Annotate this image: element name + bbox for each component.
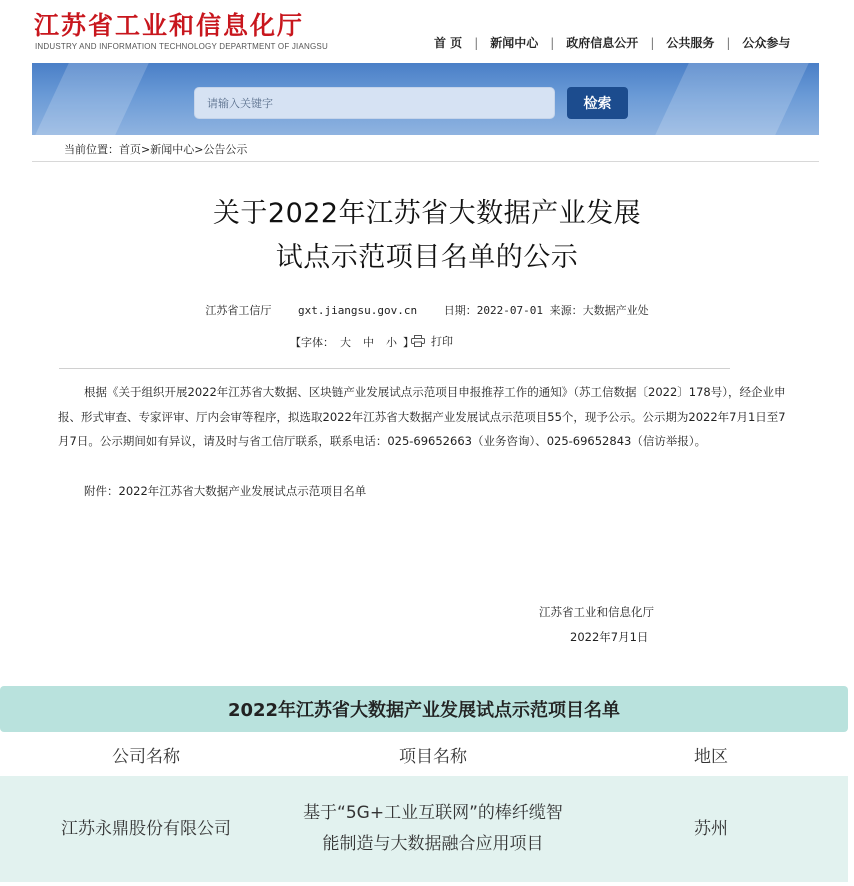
search-input[interactable]: 请输入关键字 [194, 87, 555, 119]
site-header [0, 0, 854, 62]
font-size-selector [290, 334, 414, 350]
article-meta [0, 302, 854, 318]
breadcrumb-divider [32, 161, 819, 162]
printer-icon [411, 335, 425, 347]
banner-decoration [35, 63, 149, 135]
nav-separator: | [650, 35, 655, 50]
signature-date: 2022年7月1日 [570, 630, 649, 644]
site-logo-title[interactable]: 江苏省工业和信息化厅 [34, 11, 305, 40]
banner-decoration [655, 63, 809, 135]
nav-home[interactable]: 首 页 [434, 36, 463, 50]
font-size-label-close: 】 [403, 336, 414, 349]
meta-source-org: 江苏省工信厅 [205, 304, 272, 317]
nav-public-participation[interactable]: 公众参与 [742, 36, 791, 50]
nav-gov-info[interactable]: 政府信息公开 [566, 36, 639, 50]
site-logo-subtitle: INDUSTRY AND INFORMATION TECHNOLOGY DEPARTMENT OF JIANGSU [35, 42, 328, 51]
font-size-small[interactable]: 小 [386, 336, 397, 349]
attachment-link[interactable]: 附件：2022年江苏省大数据产业发展试点示范项目名单 [84, 484, 367, 498]
table-header-company: 公司名称 [112, 746, 180, 767]
font-size-large[interactable]: 大 [340, 336, 351, 349]
nav-news-center[interactable]: 新闻中心 [490, 36, 539, 50]
signature-org: 江苏省工业和信息化厅 [539, 605, 654, 619]
nav-separator: | [550, 35, 555, 50]
breadcrumb[interactable]: 当前位置：首页>新闻中心>公告公示 [64, 143, 248, 156]
main-nav [434, 34, 790, 51]
table-header-region: 地区 [694, 746, 728, 767]
article-body: 根据《关于组织开展2022年江苏省大数据、区块链产业发展试点示范项目申报推荐工作的通知》（苏工信数据〔2022〕178号），经企业申报、形式审查、专家评审、厅内会审等程序，拟选取2022年江苏省大数据产业发展试点示范项目55个，现予公示。公示期为2022年7月1日至7月7日。公示期间如有异议，请及时与省工信厅联系，联系电话：025-69652663（业务咨询）、025-69652843（信访举报）。 [58, 385, 786, 448]
table-cell-region: 苏州 [694, 818, 728, 839]
list-table-title: 2022年江苏省大数据产业发展试点示范项目名单 [0, 686, 848, 732]
nav-public-service[interactable]: 公共服务 [666, 36, 715, 50]
print-label: 打印 [431, 335, 453, 348]
search-button[interactable]: 检索 [567, 87, 628, 119]
table-header-project: 项目名称 [399, 746, 467, 767]
article-title-line-2: 试点示范项目名单的公示 [275, 242, 579, 273]
font-size-medium[interactable]: 中 [363, 336, 374, 349]
nav-separator: | [474, 35, 479, 50]
table-cell-project: 基于“5G+工业互联网”的棒纤缆智能制造与大数据融合应用项目 [303, 803, 563, 854]
meta-date-source: 日期：2022-07-01 来源：大数据产业处 [443, 304, 649, 317]
print-button[interactable] [411, 333, 453, 349]
meta-site: gxt.jiangsu.gov.cn [297, 304, 418, 317]
table-cell-company: 江苏永鼎股份有限公司 [61, 818, 231, 839]
content-divider [59, 368, 730, 369]
font-size-label: 【字体： [290, 336, 334, 349]
nav-separator: | [726, 35, 731, 50]
article-title-line-1: 关于2022年江苏省大数据产业发展 [212, 198, 642, 229]
article-title [0, 192, 854, 280]
